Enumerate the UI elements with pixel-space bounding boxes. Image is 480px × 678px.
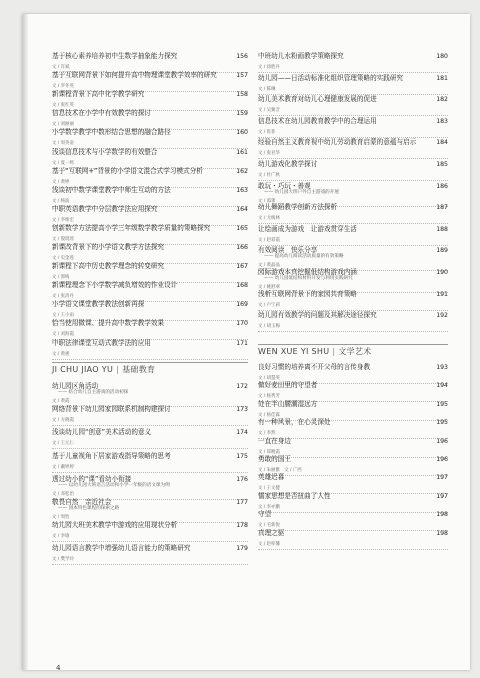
entry-title: 基于互联网背景下如何提升高中物理课堂教学效率的研究 [52,71,217,80]
entry-author: 文 / 尤梅林 [258,216,280,222]
entry-page-number: 185 [436,161,448,168]
entry-author: 文 / 张君华 [258,151,280,157]
toc-entry[interactable] [52,243,248,261]
entry-title: 幼儿舞蹈教学创新方法探析 [258,203,338,212]
toc-entry[interactable] [258,95,448,113]
entry-page-number: 191 [436,290,448,298]
toc-entry[interactable] [258,117,448,135]
entry-page-number: 177 [236,499,248,506]
entry-subtitle: —— 提高幼儿阅读活动质量的有效策略 [264,254,344,260]
entry-author: 文 / 罗冬英 [52,84,74,90]
entry-author: 文 / 卢宁莉 [258,302,280,308]
entry-title: 透过幼小的“课”看幼小衔接 [52,474,132,483]
entry-subtitle: —— 幼儿园低结构材料开发与利用实践研究 [264,276,353,281]
dotted-divider [52,564,248,565]
section-header-literature-art [258,344,448,359]
entry-author: 文 / 张红英 [52,103,74,109]
toc-entry[interactable] [52,167,248,185]
entry-page-number: 166 [236,244,248,251]
entry-author: 文 / 黄晶晶 [258,263,280,269]
toc-entry[interactable] [52,281,248,299]
toc-entry[interactable] [52,186,248,204]
toc-entry[interactable] [258,290,448,308]
entry-author: 文 / 樊学玲 [52,557,74,563]
toc-entry[interactable] [52,475,248,497]
entry-page-number: 196 [436,437,448,445]
toc-entry[interactable] [52,205,248,223]
entry-author: 文 / 徐胜丹 [258,65,280,70]
toc-entry[interactable] [52,224,248,242]
toc-entry[interactable] [258,246,448,268]
toc-entry[interactable] [258,510,448,528]
toc-entry[interactable] [258,160,448,178]
entry-author: 文 / 陈琳 [258,86,276,92]
entry-title: 幼儿美术教育对幼儿心理健康发展的促进 [258,95,377,104]
entry-page-number: 164 [236,205,248,213]
toc-entry[interactable] [258,455,448,473]
entry-page-number: 172 [236,383,248,390]
entry-page-number: 190 [436,269,448,276]
entry-title: 有效阅读 快乐分享 [258,246,318,255]
toc-entry[interactable] [258,529,448,547]
entry-title: 新课程背景下高中化学教学研究 [52,90,145,99]
entry-page-number: 169 [236,301,248,309]
entry-page-number: 195 [436,400,448,408]
entry-author: 文 / 朱丽雅 文 / 广西 [258,468,302,473]
entry-page-number: 189 [436,247,448,255]
entry-author: 文 / 刘丽丽 [52,122,74,128]
dotted-divider [258,549,448,550]
entry-title: 创新数学方法提高小学三年级数学教学质量的策略探究 [52,223,211,232]
toc-entry[interactable] [52,319,248,337]
entry-page-number: 161 [236,148,248,156]
entry-author: 文 / 黄婷 [52,179,70,185]
toc-entry[interactable] [52,382,248,404]
toc-entry[interactable] [52,262,248,280]
dotted-divider [52,541,248,542]
entry-author: 文 / 史金莲 [52,256,74,261]
entry-title: 中班幼儿水粉画教学策略探究 [258,52,344,60]
toc-entry[interactable] [52,71,248,89]
entry-page-number: 197 [436,492,448,500]
entry-author: 文 / 夏一鸣 [52,160,74,166]
dotted-divider [52,425,248,426]
entry-title: 基于儿童视角下居家游戏指导策略的思考 [52,451,171,460]
entry-page-number: 178 [236,522,248,530]
entry-title: 中职英语教学中分层教学法应用探究 [52,204,158,213]
entry-title: 真理之驱 [258,528,285,537]
entry-title: 新课改背景下的小学语文教学方法探究 [52,243,165,251]
entry-page-number: 187 [436,204,448,212]
entry-author: 文 / 郑晚霞 [258,449,280,455]
toc-entry[interactable] [52,109,248,127]
entry-title: 浅谈信息技术与小学数学的有效整合 [52,147,158,156]
section-header-basic-education [52,362,248,377]
section-name: 文学艺术 [338,347,372,356]
entry-author: 文 / 李然 [258,431,276,437]
entry-author: 文 / 王元仁 [52,441,74,447]
page-number: 4 [56,664,61,672]
entry-title: 守望 [258,510,272,519]
entry-page-number: 174 [236,429,248,437]
entry-title: 敢玩・巧玩・善观 [258,181,311,190]
dotted-divider [258,331,448,332]
entry-author: 文 / 崔菲 [258,129,276,135]
entry-author: 文 / 赵彩霞 [258,237,280,243]
entry-title: 儒家思想是否扭曲了人性 [258,491,331,500]
entry-title: 幼儿游戏化教学探讨 [258,160,318,168]
entry-title: 小学语文课堂教学教法创新再探 [52,300,145,309]
entry-page-number: 179 [236,545,248,553]
toc-entry[interactable] [52,498,248,520]
toc-entry[interactable] [258,74,448,92]
entry-page-number: 173 [236,406,248,414]
entry-page-number: 184 [436,139,448,147]
entry-page-number: 162 [236,167,248,175]
entry-page-number: 158 [236,91,248,99]
entry-subtitle: —— 园本特色课程的探索之路 [58,506,120,511]
toc-entry[interactable] [52,405,248,423]
entry-page-number: 192 [436,312,448,320]
entry-subtitle: —— 以幼儿园大班语言活动和小学一年级的语文课为例 [58,482,170,488]
toc-entry[interactable] [52,148,248,166]
entry-title: 新课程理念下小学数学减负增效的作业设计 [52,281,178,290]
entry-author: 文 / 赵梓馨 [258,541,280,547]
entry-page-number: 197 [436,474,448,482]
entry-author: 文 / 殷琨瑶 [52,236,74,242]
toc-entry[interactable] [52,90,248,108]
entry-title: 良好习惯的培养离不开父母的言传身教 [258,363,371,371]
entry-page-number: 186 [436,182,448,190]
entry-page-number: 160 [236,129,248,137]
entry-page-number: 188 [436,225,448,233]
entry-title: 浅析互联网背景下的家园共育策略 [258,289,357,298]
entry-page-number: 175 [236,452,248,460]
entry-page-number: 198 [436,511,448,519]
toc-entry[interactable] [258,203,448,221]
entry-page-number: 183 [436,117,448,125]
entry-author: 文 / 黄惠 [52,351,70,357]
entry-author: 文 / 杜广秋 [258,173,280,178]
entry-author: 文 / 李维宏 [52,217,74,223]
entry-author: 文 / 杨佳霖 [258,412,280,418]
toc-entry[interactable] [258,138,448,156]
toc-entry[interactable] [258,225,448,243]
entry-page-number: 181 [436,74,448,82]
entry-title: 基于“互联网+”背景的小学语文混合式学习模式分析 [52,166,203,175]
entry-page-number: 198 [436,529,448,537]
entry-title: 浅谈幼儿园“创意”美术活动的意义 [52,428,152,437]
dotted-divider [52,472,248,473]
entry-author: 文 / 戴婷婷 [52,464,74,470]
entry-title: 做好麦田里的守望者 [258,381,318,390]
entry-title: 让绘画成为游戏 让游戏贯穿生活 [258,224,357,233]
entry-author: 文 / 张清丹 [52,294,74,300]
entry-title: 中职法律课堂互动式教学法的应用 [52,338,151,347]
dotted-divider [52,359,248,360]
toc-entry[interactable] [258,182,448,204]
entry-title: 信息技术在小学中有效教学的探讨 [52,109,151,118]
entry-author: 文 / 周英姿 [52,141,74,147]
entry-subtitle: —— 结合幼儿自主游戏的活动初探 [58,390,129,395]
toc-entry[interactable] [258,473,448,491]
entry-author: 文 / 刘海霞 [52,332,74,338]
entry-page-number: 180 [436,53,448,60]
entry-author: 文 / 许斌 [52,65,70,70]
entry-author: 文 / 姚舒翠 [258,285,280,290]
entry-title: 基于核心素养培养初中生数学抽象能力探究 [52,52,178,60]
entry-title: 小学数学教学中数形结合思想的融合路径 [52,128,171,137]
toc-entry[interactable] [258,268,448,290]
entry-page-number: 159 [236,110,248,118]
entry-author: 文 / 邓松治 [52,491,74,497]
entry-author: 文 / 李亦鹏 [258,504,280,510]
toc-entry[interactable] [52,521,248,539]
entry-page-number: 176 [236,475,248,483]
toc-entry[interactable] [258,311,448,329]
entry-title: 浅谈初中数学课堂教学中师生互动的方法 [52,185,171,194]
entry-author: 文 / 周怡 [52,515,70,520]
entry-title: 信息技术在幼儿园教育教学中的合理运用 [258,116,377,125]
entry-page-number: 195 [436,419,448,427]
section-pinyin: JI CHU JIAO YU [52,365,114,374]
entry-author: 文 / 李瑜 [52,534,70,540]
entry-title: 园际游戏本真挖掘低结构游戏内涵 [258,268,357,276]
entry-page-number: 196 [436,456,448,463]
section-pinyin: WEN XUE YI SHU [258,347,330,356]
toc-entry[interactable] [258,418,448,436]
entry-author: 文 / 吴翼音 [258,108,280,114]
entry-page-number: 193 [436,364,448,371]
entry-title: 一直在身边 [258,436,291,445]
entry-author: 文 / 毛新悦 [258,523,280,529]
entry-page-number: 170 [236,320,248,328]
entry-title: 勇敢的国王 [258,455,291,463]
entry-title: 网络背景下幼儿园家园联系机制构建探讨 [52,405,171,414]
entry-author: 文 / 王文健 [258,486,280,492]
toc-entry[interactable] [52,544,248,562]
entry-page-number: 194 [436,382,448,390]
entry-title: 敬畏自然 亲近社会 [52,498,112,506]
entry-title: 幼儿园——日活动标准化组织管理策略的实践研究 [258,73,404,82]
entry-author: 文 / 胡慧英 [258,376,280,381]
entry-page-number: 171 [236,339,248,347]
entry-page-number: 167 [236,263,248,271]
entry-page-number: 163 [236,186,248,194]
entry-title: 处在半山腰潮湿远方 [258,399,318,408]
entry-title: 新课程下高中历史教学理念的转变研究 [52,262,165,271]
entry-title: 幼儿园大班美术教学中游戏的应用现状分析 [52,521,178,530]
entry-title: 英雄迟暮 [258,473,285,482]
toc-entry[interactable] [258,437,448,455]
entry-title: 幼儿园有效教学的问题及其解决途径探究 [258,311,377,320]
entry-title: 经验自然主义教育视中幼儿劳动教育启蒙的意蕴与启示 [258,138,417,147]
entry-author: 文 / 郭梅 [52,275,70,281]
entry-subtitle: —— 幼儿园大班户外自主游戏的开展 [264,189,339,195]
section-separator: | [116,365,120,374]
entry-page-number: 157 [236,72,248,80]
entry-author: 文 / 方晓霞 [52,418,74,424]
toc-entry[interactable] [258,52,448,70]
entry-author: 文 / 杨波 [52,198,70,204]
toc-entry[interactable] [52,52,248,70]
toc-entry[interactable] [258,363,448,381]
entry-title: 恰当使用微课、提升高中数学教学效果 [52,319,165,328]
entry-author: 文 / 王小雨 [52,313,74,319]
toc-entry[interactable] [258,381,448,399]
entry-author: 文 / 邵蕾 [258,198,276,204]
entry-page-number: 165 [236,224,248,232]
entry-page-number: 168 [236,282,248,290]
entry-author: 文 / 黄霞 [52,399,70,404]
entry-title: 幼儿园区角活动 [52,382,99,390]
toc-entry[interactable] [52,128,248,146]
entry-page-number: 182 [436,96,448,104]
toc-entry[interactable] [52,452,248,470]
magazine-toc-page [22,14,470,670]
section-separator: | [332,347,336,356]
toc-entry[interactable] [258,492,448,510]
toc-entry[interactable] [258,400,448,418]
toc-entry[interactable] [52,300,248,318]
entry-page-number: 156 [236,53,248,60]
entry-author: 文 / 杨秀芳 [258,394,280,400]
entry-title: 有一种风景，在心灵深处 [258,418,331,427]
entry-title: 幼儿园语言教学中增强幼儿语言能力的策略研究 [52,544,191,553]
binding-shadow [22,14,28,670]
toc-entry[interactable] [52,339,248,357]
toc-entry[interactable] [52,428,248,446]
section-name: 基础教育 [122,365,156,374]
dotted-divider [52,448,248,449]
entry-author: 文 / 胡玉梅 [258,324,280,330]
